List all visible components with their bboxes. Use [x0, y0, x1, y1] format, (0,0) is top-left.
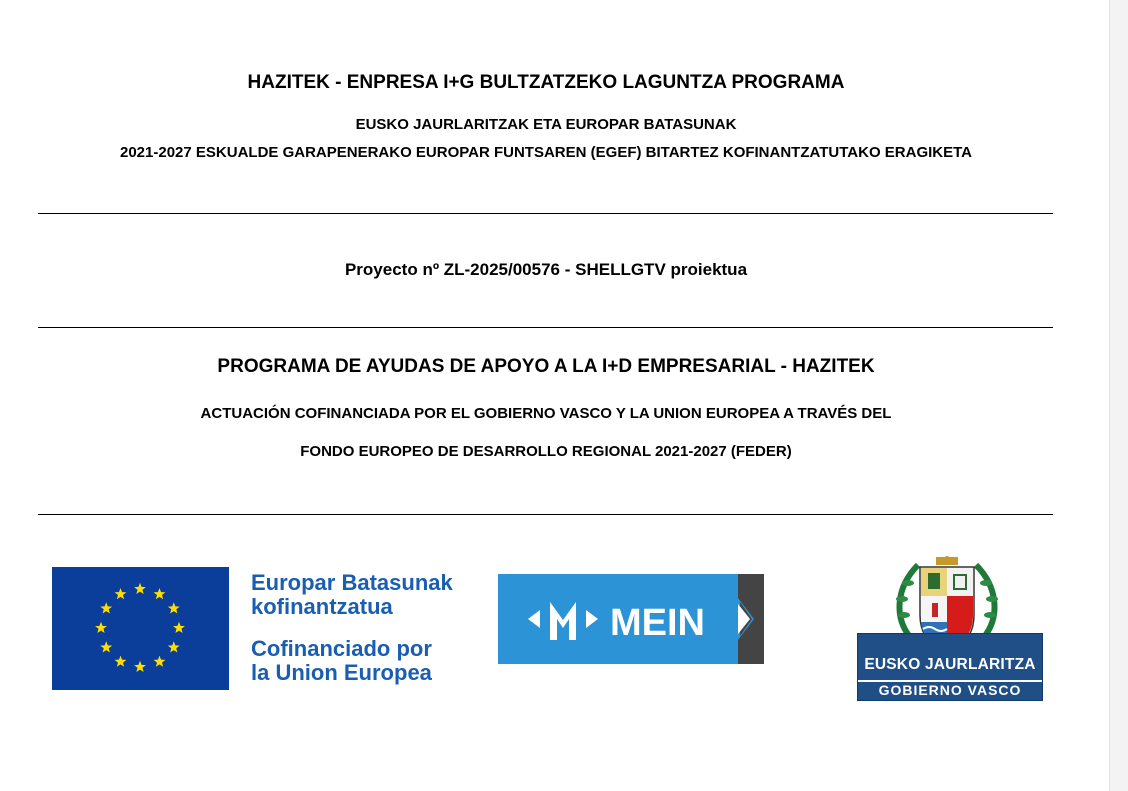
scrollbar-track[interactable] — [1109, 0, 1128, 791]
eu-text-line-3: Cofinanciado por — [251, 636, 432, 661]
program-title: PROGRAMA DE AYUDAS DE APOYO A LA I+D EMPRESARIAL - HAZITEK — [217, 356, 875, 377]
project-line: Proyecto nº ZL-2025/00576 - SHELLGTV proiektua — [344, 260, 748, 279]
eu-star-icon — [115, 588, 127, 599]
eu-text-line-4: la Union Europea — [251, 660, 432, 685]
eu-star-icon — [154, 656, 166, 667]
divider — [38, 514, 1053, 515]
mein-label: MEIN — [610, 602, 705, 644]
program-line-1: ACTUACIÓN COFINANCIADA POR EL GOBIERNO VASCO Y LA UNION EUROPEA A TRAVÉS DEL — [200, 405, 892, 422]
eu-star-icon — [173, 622, 185, 633]
eu-star-icon — [100, 641, 112, 652]
document-title: HAZITEK - ENPRESA I+G BULTZATZEKO LAGUNTZA PROGRAMA — [247, 72, 845, 93]
eu-star-icon — [168, 602, 180, 613]
eu-cofinancing-text — [251, 571, 453, 685]
eu-star-icon — [168, 641, 180, 652]
divider — [38, 327, 1053, 328]
program-line-2: FONDO EUROPEO DE DESARROLLO REGIONAL 2021-2027 (FEDER) — [300, 443, 792, 460]
gv-line-1: EUSKO JAURLARITZA — [864, 656, 1036, 673]
document-subtitle-2: 2021-2027 ESKUALDE GARAPENERAKO EUROPAR FUNTSAREN (EGEF) BITARTEZ KOFINANTZATUTAKO ERAGIKETA — [120, 144, 972, 161]
divider — [38, 213, 1053, 214]
gobierno-vasco-logo — [857, 633, 1043, 701]
eu-star-icon — [115, 656, 127, 667]
eu-star-icon — [154, 588, 166, 599]
mein-logo — [498, 574, 764, 664]
gv-line-2: GOBIERNO VASCO — [858, 680, 1042, 702]
eu-star-icon — [134, 583, 146, 594]
eu-text-line-1: Europar Batasunak — [251, 570, 453, 595]
eu-text-line-2: kofinantzatua — [251, 594, 393, 619]
eu-star-icon — [95, 622, 107, 633]
eu-star-icon — [100, 602, 112, 613]
eu-flag-logo — [52, 567, 229, 690]
document-subtitle-1: EUSKO JAURLARITZAK ETA EUROPAR BATASUNAK — [355, 116, 737, 133]
eu-star-icon — [134, 661, 146, 672]
